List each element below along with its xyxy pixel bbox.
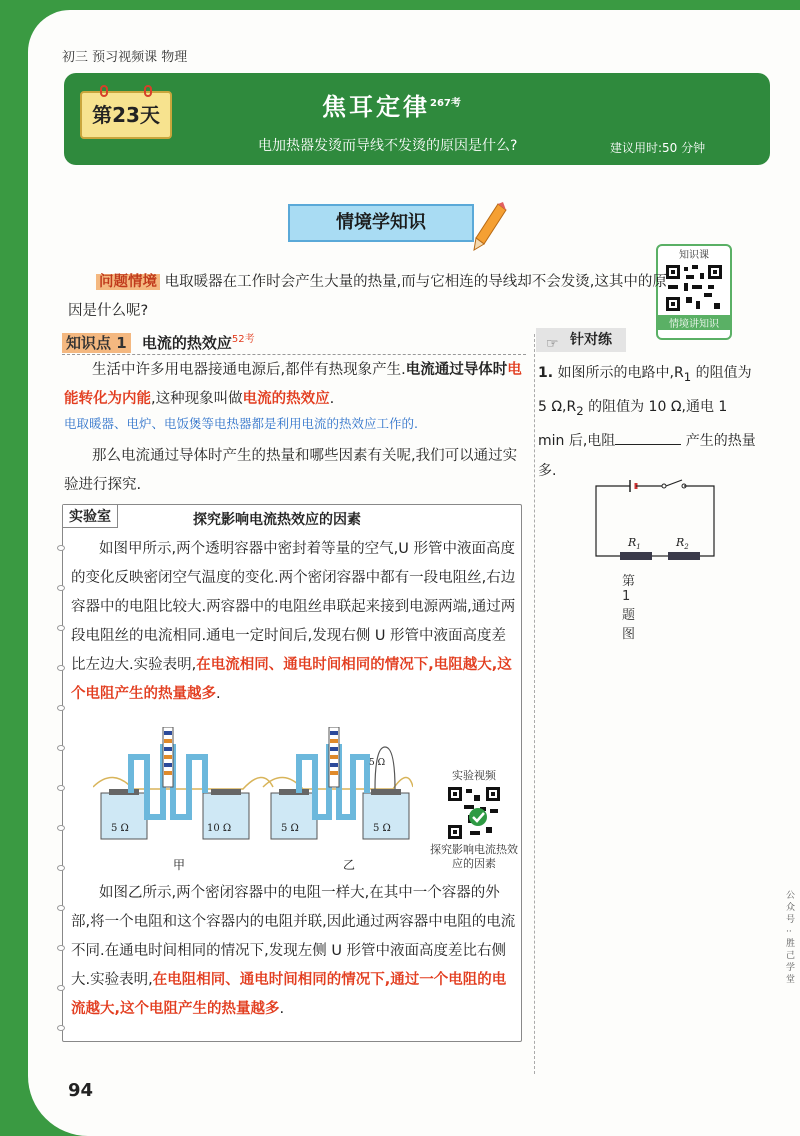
resistor-label: 5 Ω [369,758,386,768]
qr-label: 知识课 [679,250,709,261]
problem-scenario [68,268,668,326]
lab-conclusion-2: 在电阻相同、通电时间相同的情况下,通过一个电阻的电流越大,这个电阻产生的热量越多 [71,972,507,1017]
lab-title: 探究影响电流热效应的因素 [193,512,361,528]
knowledge-point-heading [62,330,255,353]
ring-icon [144,85,152,97]
qr-video-caption: 探究影响电流热效应的因素 [430,843,518,870]
highlight-heat-effect: 电流的热效应 [242,391,330,407]
resistor-label: 5 Ω [111,823,129,834]
page [28,10,800,1136]
suggested-time: 建议用时:50 分钟 [610,141,706,155]
pencil-icon [472,200,508,252]
qr-video-label: 实验视频 [452,769,496,782]
column-divider [534,334,535,1074]
ring-icon [100,85,108,97]
lesson-question: 电加热器发烫而导线不发烫的原因是什么? [258,138,518,154]
problem-text: 电取暖器在工作时会产生大量的热量,而与它相连的导线却不会发烫,这其中的原因是什么呢? [68,274,667,319]
series-header: 初三 预习视频课 物理 [62,50,188,65]
section-tag: 情境学知识 [288,204,474,242]
question-1: 1. 如图所示的电路中$,R_1$ 的阻值为 5 $\Omega,R_2$ 的阻值为 10 Ω,通电 1 min 后,电阻 产生的热量多. [538,365,756,479]
figure-label: 乙 [343,858,356,872]
day-label: 第23天 [92,103,160,127]
problem-label: 问题情境 [96,274,160,290]
qr-code-icon [446,785,502,841]
day-badge [80,91,172,139]
r1-label: $R_1$ [628,536,641,551]
knowledge-point-label: 知识点 1 [62,333,131,353]
experiment-figure [93,727,413,877]
lab-paragraph-1: 如图甲所示,两个透明容器中密封着等量的空气,U 形管中液面高度的变化反映密闭空气温度的变化.两个密闭容器中都有一段电阻丝,右边容器中的电阻比较大.两容器中的电阻丝串联起来接到电源两端,通过两段电阻丝的电流相同.通电一定时间后,发现右侧 U 形管中液面高度差比左边大.实验表明,在电流相同、通电时间相同的情况下,电阻越大,这个电阻产生的热量越多. [71,541,516,702]
knowledge-point-title: 电流的热效应 [141,334,232,352]
knowledge-paragraph-2: 那么电流通过导体时产生的热量和哪些因素有关呢,我们可以通过实验进行探究. [64,448,518,493]
qr-experiment-video[interactable] [429,767,519,871]
highlight-energy-conversion: 电能转化为内能 [64,362,522,407]
lab-paragraph-2: 如图乙所示,两个密闭容器中的电阻一样大,在其中一个容器的外部,将一个电阻和这个容器内的电阻并联,因此通过两容器中电阻的电流不同.在通电时间相同的情况下,发现左侧 U 形管中液面高度差比右侧大.实验表明,在电阻相同、通电时间相同的情况下,通过一个电阻的电流越大,这个电阻产生的热量越多. [71,885,516,1017]
qr-footer: 情境讲知识 [658,315,730,330]
lab-conclusion-1: 在电流相同、通电时间相同的情况下,电阻越大,这个电阻产生的热量越多 [71,657,512,702]
answer-blank[interactable] [615,444,681,445]
page-number: 94 [68,1080,94,1101]
circuit-caption: 第 1 题图 [622,574,636,642]
knowledge-paragraph: 生活中许多用电器接通电源后,都伴有热现象产生.电流通过导体时电能转化为内能,这种现象叫做电流的热效应. [64,362,522,407]
resistor-label: 10 Ω [207,823,232,834]
exam-count: 267考 [430,98,461,109]
pointing-hand-icon: ☞ [546,336,559,352]
practice-tag: ☞ 针对练 [536,328,626,352]
lab-tag: 实验室 [63,505,118,528]
day-banner [64,73,770,165]
resistor-label: 5 Ω [281,823,299,834]
figure-label: 甲 [173,858,186,872]
divider [62,354,526,355]
example-note: 电取暖器、电炉、电饭煲等电热器都是利用电流的热效应工作的. [64,416,418,431]
side-watermark: 公众号··胜己学堂 [786,891,796,985]
r2-label: $R_2$ [676,536,689,551]
lesson-title: 焦耳定律$^{267考}$ [322,93,461,121]
qr-code-icon [664,263,724,313]
resistor-label: 5 Ω [373,823,391,834]
knowledge-exam-count: 52考 [231,334,255,345]
lab-box [62,504,522,1042]
circuit-diagram [590,476,720,566]
